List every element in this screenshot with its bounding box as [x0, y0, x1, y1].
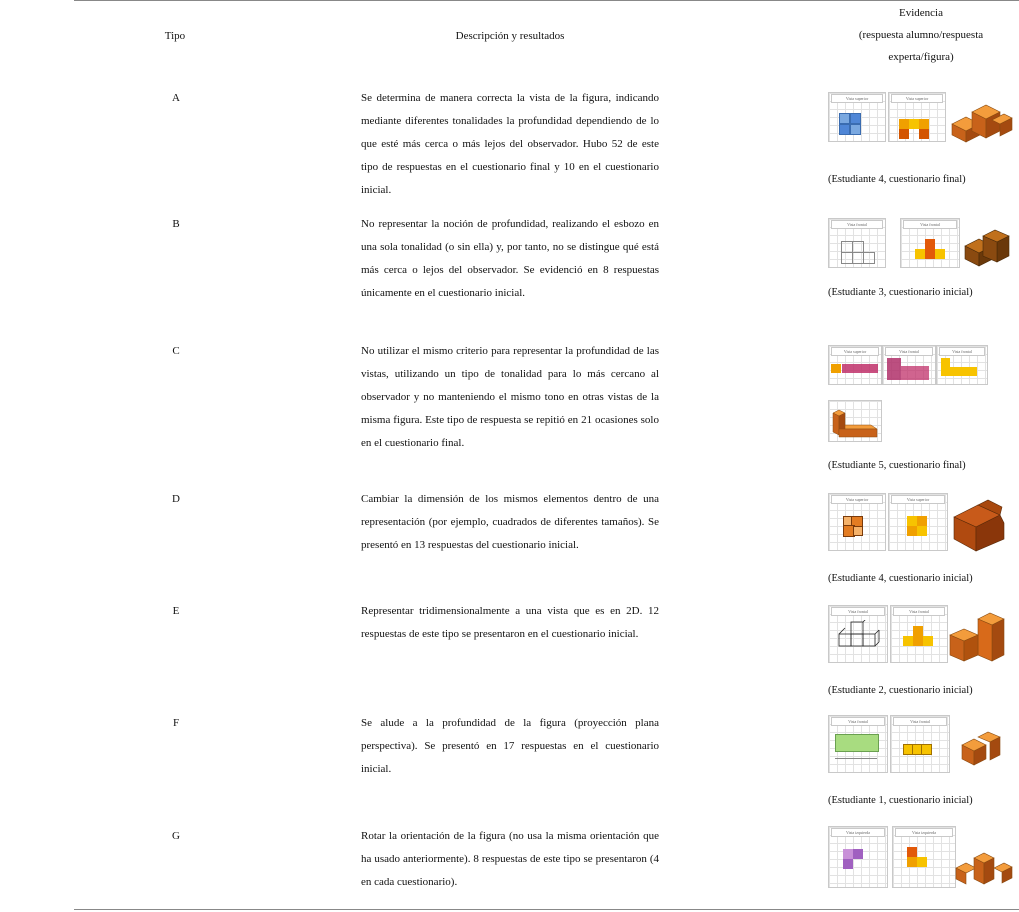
row-description: Cambiar la dimensión de los mismos elementos dentro de una representación (por ejemplo, cuadrados de diferentes tamaños). Se presentó en 13 respuestas del cuestionario inicial. [361, 493, 659, 551]
table-row-d [0, 493, 1019, 593]
row-description: Representar tridimensionalmente a una vista que es en 2D. 12 respuestas de este tipo se presentaron en el cuestionario inicial. [361, 605, 659, 640]
evidence-caption: (Estudiante 4, cuestionario inicial) [828, 573, 973, 584]
evidence-caption: (Estudiante 2, cuestionario inicial) [828, 685, 973, 696]
cube-figure-icon [952, 495, 1008, 553]
table-row-g [0, 830, 1019, 905]
evidence-image [828, 345, 1018, 445]
student-view-panel: Vista superior [828, 92, 886, 142]
row-tipo: B [172, 218, 180, 230]
student-view-panel: Vista izquierda [828, 826, 888, 888]
evidence-image [828, 493, 1018, 553]
evidence-image [828, 826, 1018, 888]
table-row-b [0, 218, 1019, 338]
row-tipo: D [172, 493, 180, 505]
figure-panel [828, 400, 882, 442]
student-view-panel: Vista frontal [828, 715, 888, 773]
student-view-panel: Vista frontal [828, 605, 888, 663]
table-row-c [0, 345, 1019, 475]
view-panel-3: Vista frontal [936, 345, 988, 385]
header-evidencia-line2: (respuesta alumno/respuesta [858, 29, 984, 41]
expert-view-panel: Vista superior [888, 493, 948, 551]
row-description: No representar la noción de profundidad, realizando el esbozo en una sola tonalidad (o sin ella) y, por tanto, no se distingue qué está más cerca o lejos del observador. Se evidenció en 8 respuestas únicamente en el cuestionario inicial. [361, 218, 659, 299]
row-description: Se determina de manera correcta la vista de la figura, indicando mediante diferentes tonalidades la profundidad dependiendo de lo que esté más cerca o más lejos del observador. Hubo 52 de este tipo de respuestas en el cuestionario final y 10 en el cuestionario inicial. [361, 92, 659, 196]
header-tipo: Tipo [164, 30, 186, 42]
bottom-rule [74, 909, 1019, 910]
evidence-caption: (Estudiante 5, cuestionario final) [828, 460, 966, 471]
evidence-image [828, 715, 1018, 775]
expert-view-panel: Vista izquierda [892, 826, 956, 888]
cube-figure-icon [948, 611, 1012, 663]
view-panel-2: Vista frontal [882, 345, 936, 385]
row-description: Rotar la orientación de la figura (no usa la misma orientación que ha usado anteriormente). 8 respuestas de este tipo se presentaron (4 en cada cuestionario). [361, 830, 659, 888]
table-row-e [0, 605, 1019, 705]
view-panel-1: Vista superior [828, 345, 882, 385]
row-description: Se alude a la profundidad de la figura (proyección plana perspectiva). Se presentó en 17 respuestas en el cuestionario inicial. [361, 717, 659, 775]
evidence-image [828, 605, 1018, 665]
evidence-caption: (Estudiante 3, cuestionario inicial) [828, 287, 973, 298]
row-tipo: F [172, 717, 180, 729]
evidence-caption: (Estudiante 1, cuestionario inicial) [828, 795, 973, 806]
row-description: No utilizar el mismo criterio para representar la profundidad de las vistas, utilizando un tipo de tonalidad para lo más cercano al observador y no manteniendo el mismo tono en otras vistas de la misma figura. Este tipo de respuesta se repitió en 21 ocasiones solo en el cuestionario final. [361, 345, 659, 449]
header-evidencia-line1: Evidencia [899, 7, 943, 19]
expert-view-panel: Vista frontal [890, 715, 950, 773]
table-row-a [0, 92, 1019, 207]
header-evidencia-line3: experta/figura) [888, 51, 954, 63]
header-evidencia [828, 2, 1014, 68]
evidence-image [828, 218, 1018, 273]
top-rule [74, 0, 1019, 1]
student-view-panel: Vista frontal [828, 218, 886, 268]
cube-figure-icon [948, 98, 1014, 144]
evidence-caption: (Estudiante 4, cuestionario final) [828, 174, 966, 185]
row-tipo: A [172, 92, 180, 104]
row-tipo: E [172, 605, 180, 617]
row-tipo: C [172, 345, 180, 357]
header-descripcion: Descripción y resultados [455, 30, 565, 42]
cube-figure-icon [831, 405, 879, 439]
cube-figure-icon [960, 729, 1004, 769]
expert-view-panel: Vista superior [888, 92, 946, 142]
wireframe-cube-icon [837, 620, 881, 656]
cube-figure-icon [963, 226, 1015, 270]
student-view-panel: Vista superior [828, 493, 886, 551]
expert-view-panel: Vista frontal [900, 218, 960, 268]
evidence-image [828, 92, 1018, 152]
table-row-f [0, 717, 1019, 817]
row-tipo: G [172, 830, 180, 842]
expert-view-panel: Vista frontal [890, 605, 948, 663]
cube-figure-icon [954, 850, 1014, 886]
